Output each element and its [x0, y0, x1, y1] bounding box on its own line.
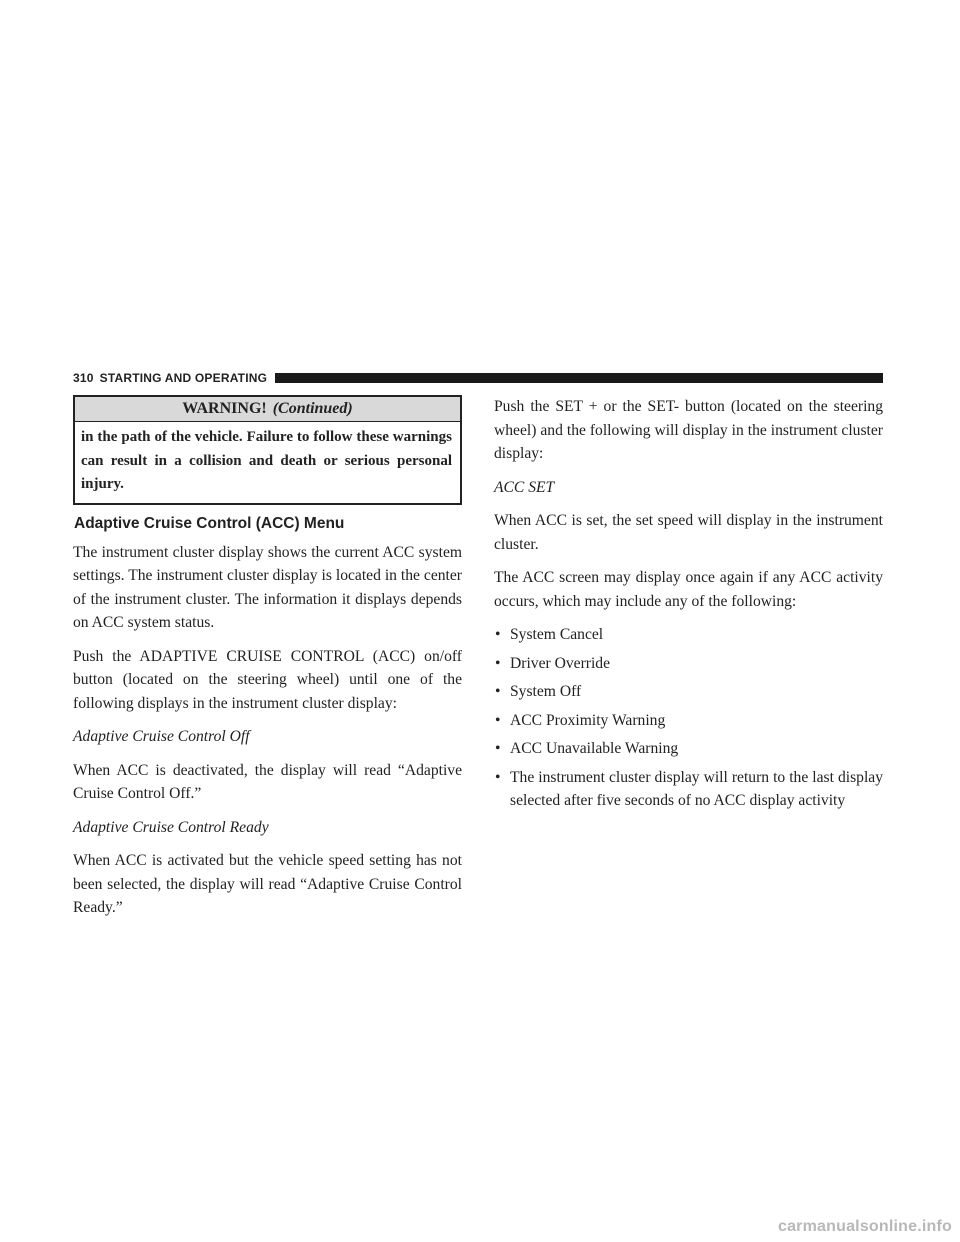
bullet-list: [494, 623, 883, 813]
subheading: Adaptive Cruise Control Ready: [73, 818, 269, 836]
subheading: ACC SET: [494, 478, 555, 496]
paragraph: Push the ADAPTIVE CRUISE CONTROL (ACC) on/off button (located on the steering wheel) until one of the following displays in the instrument cluster display:: [73, 647, 462, 712]
running-header: [73, 371, 883, 385]
list-item: [494, 623, 883, 647]
list-item-text: The instrument cluster display will return to the last display selected after five seconds of no ACC display activity: [510, 768, 883, 809]
section-heading: Adaptive Cruise Control (ACC) Menu: [74, 514, 345, 532]
list-item: [494, 652, 883, 676]
warning-label: WARNING!: [182, 400, 267, 417]
page-number: 310: [73, 371, 94, 385]
list-item: [494, 766, 883, 813]
header-rule: [275, 373, 883, 383]
right-column: [494, 395, 883, 818]
paragraph: When ACC is set, the set speed will display in the instrument cluster.: [494, 512, 883, 553]
list-item-text: ACC Proximity Warning: [510, 711, 666, 729]
bullet-icon: •: [495, 740, 501, 757]
list-item-text: System Off: [510, 683, 582, 700]
subheading: Adaptive Cruise Control Off: [73, 728, 250, 745]
list-item: [494, 737, 883, 761]
list-item-text: Driver Override: [510, 654, 611, 672]
left-column: [73, 395, 462, 930]
list-item-text: System Cancel: [510, 626, 604, 643]
bullet-icon: •: [495, 626, 501, 643]
bullet-icon: •: [495, 768, 501, 786]
list-item: [494, 709, 883, 733]
bullet-icon: •: [495, 711, 501, 729]
paragraph: The instrument cluster display shows the current ACC system settings. The instrument cluster display is located in the center of the instrument cluster. The information it displays depends on ACC system status.: [73, 543, 462, 631]
watermark: carmanualsonline.info: [777, 1218, 952, 1235]
paragraph: Push the SET + or the SET- button (located on the steering wheel) and the following will display in the instrument cluster display:: [494, 398, 883, 462]
section-title: STARTING AND OPERATING: [99, 371, 268, 385]
warning-continued: (Continued): [272, 400, 353, 417]
list-item-text: ACC Unavailable Warning: [510, 740, 679, 757]
list-item: [494, 680, 883, 704]
bullet-icon: •: [495, 683, 501, 700]
paragraph: When ACC is activated but the vehicle speed setting has not been selected, the display will read “Adaptive Cruise Control Ready.”: [73, 852, 462, 916]
warning-header: [75, 397, 460, 422]
paragraph: The ACC screen may display once again if any ACC activity occurs, which may include any of the following:: [494, 569, 883, 610]
bullet-icon: •: [495, 654, 501, 672]
warning-box: [73, 395, 462, 505]
paragraph: When ACC is deactivated, the display will read “Adaptive Cruise Control Off.”: [73, 761, 462, 802]
warning-text: in the path of the vehicle. Failure to follow these warnings can result in a collision and death or serious personal injury.: [81, 429, 452, 492]
